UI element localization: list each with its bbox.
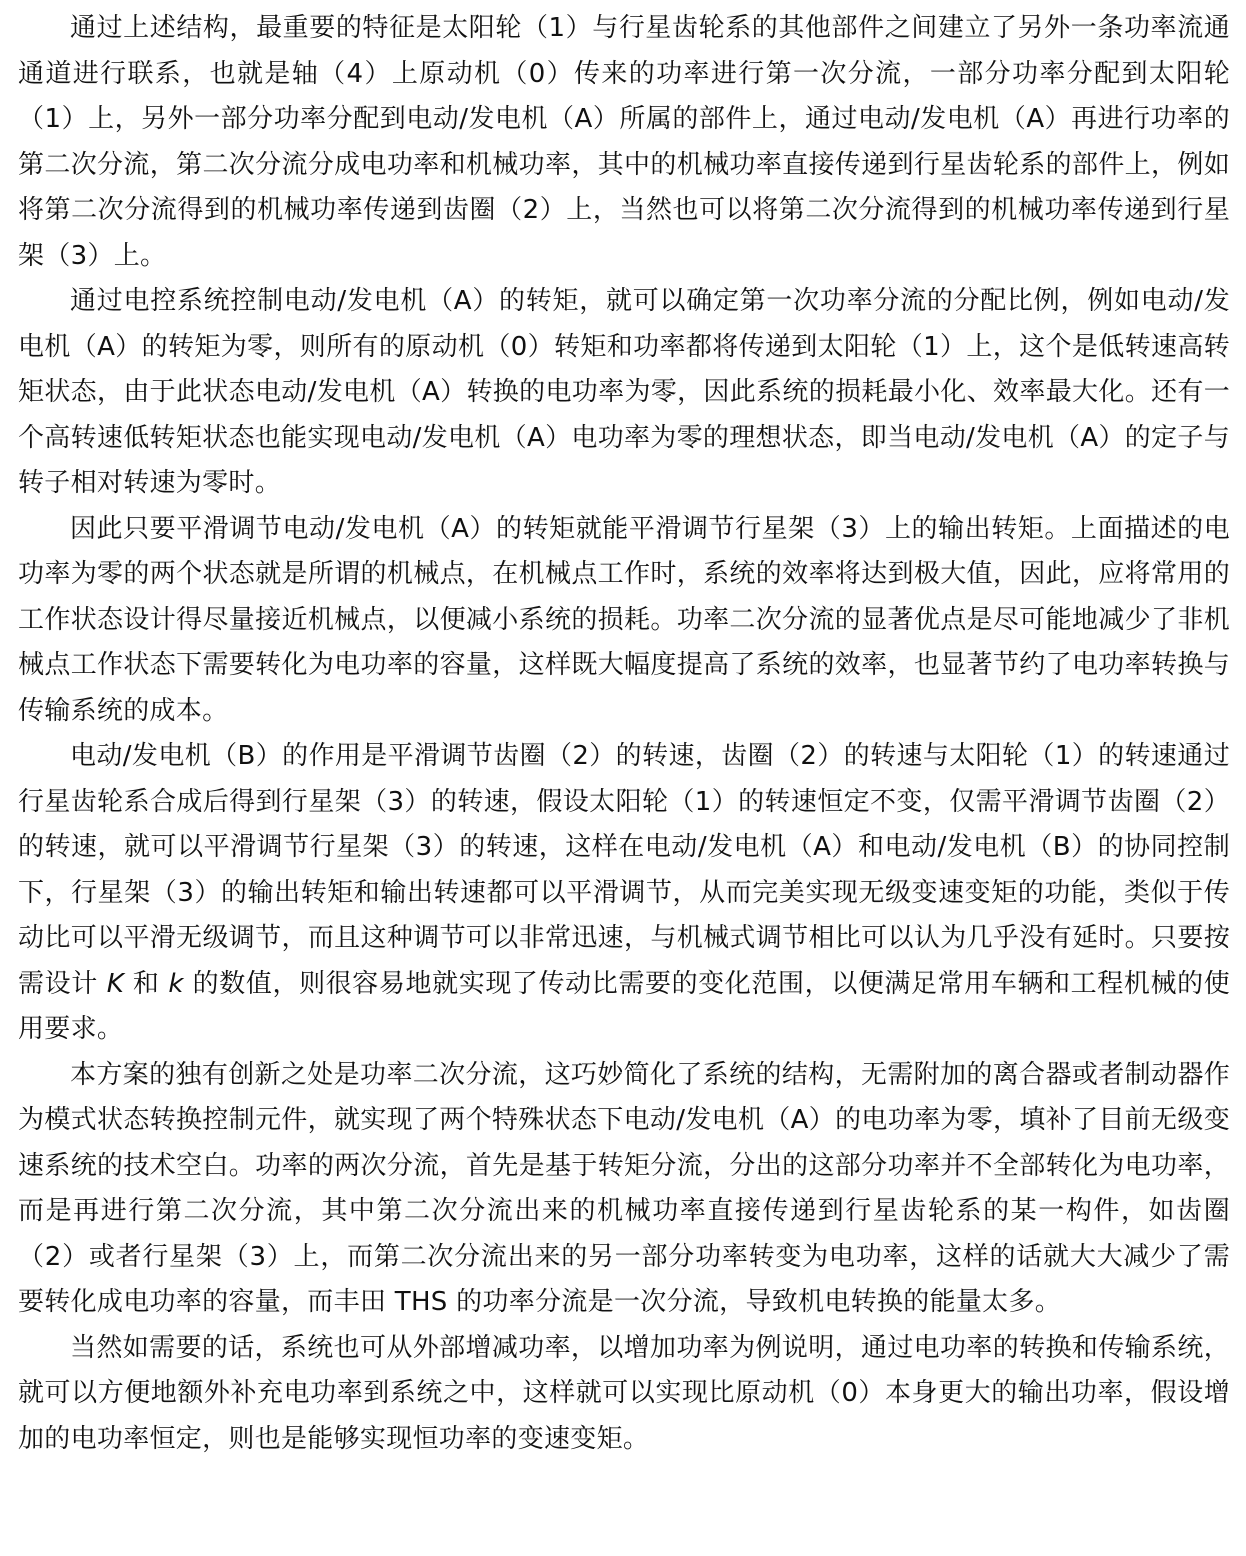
- paragraph-text-segment: 的数值，则很容易地就实现了传动比需要的变化范围，以便满足常用车辆和工程机械的使用要求。: [18, 968, 1231, 1044]
- paragraph-torque-control: 通过电控系统控制电动/发电机（A）的转矩，就可以确定第一次功率分流的分配比例，例如电动/发电机（A）的转矩为零，则所有的原动机（0）转矩和功率都将传递到太阳轮（1）上，这个是低转速高转矩状态，由于此状态电动/发电机（A）转换的电功率为零，因此系统的损耗最小化、效率最大化。还有一个高转速低转矩状态也能实现电动/发电机（A）电功率为零的理想状态，即当电动/发电机（A）的定子与转子相对转速为零时。: [18, 286, 1230, 498]
- paragraph-text-segment: 电动/发电机（B）的作用是平滑调节齿圈（2）的转速，齿圈（2）的转速与太阳轮（1）的转速通过行星齿轮系合成后得到行星架（3）的转速，假设太阳轮（1）的转速恒定不变，仅需平滑调节齿圈（2）的转速，就可以平滑调节行星架（3）的转速，这样在电动/发电机（A）和电动/发电机（B）的协同控制下，行星架（3）的输出转矩和输出转速都可以平滑调节，从而完美实现无级变速变矩的功能，类似于传动比可以平滑无级调节，而且这种调节可以非常迅速，与机械式调节相比可以认为几乎没有延时。只要按需设计: [18, 741, 1230, 999]
- paragraph-power-flow-structure: 通过上述结构，最重要的特征是太阳轮（1）与行星齿轮系的其他部件之间建立了另外一条功率流通通道进行联系，也就是轴（4）上原动机（0）传来的功率进行第一次分流，一部分功率分配到太阳轮（1）上，另外一部分功率分配到电动/发电机（A）所属的部件上，通过电动/发电机（A）再进行功率的第二次分流，第二次分流分成电功率和机械功率，其中的机械功率直接传递到行星齿轮系的部件上，例如将第二次分流得到的机械功率传递到齿圈（2）上，当然也可以将第二次分流得到的机械功率传递到行星架（3）上。: [18, 13, 1230, 271]
- variable-k: k: [168, 968, 184, 999]
- paragraph-motor-b-speed: [18, 734, 1230, 1053]
- variable-K: K: [106, 968, 125, 999]
- paragraph-innovation: 本方案的独有创新之处是功率二次分流，这巧妙简化了系统的结构，无需附加的离合器或者制动器作为模式状态转换控制元件，就实现了两个特殊状态下电动/发电机（A）的电功率为零，填补了目前无级变速系统的技术空白。功率的两次分流，首先是基于转矩分流，分出的这部分功率并不全部转化为电功率，而是再进行第二次分流，其中第二次分流出来的机械功率直接传递到行星齿轮系的某一构件，如齿圈（2）或者行星架（3）上，而第二次分流出来的另一部分功率转变为电功率，这样的话就大大减少了需要转化成电功率的容量，而丰田 THS 的功率分流是一次分流，导致机电转换的能量太多。: [18, 1059, 1230, 1317]
- paragraph-mechanical-point: 因此只要平滑调节电动/发电机（A）的转矩就能平滑调节行星架（3）上的输出转矩。上面描述的电功率为零的两个状态就是所谓的机械点，在机械点工作时，系统的效率将达到极大值，因此，应将常用的工作状态设计得尽量接近机械点，以便减小系统的损耗。功率二次分流的显著优点是尽可能地减少了非机械点工作状态下需要转化为电功率的容量，这样既大幅度提高了系统的效率，也显著节约了电功率转换与传输系统的成本。: [18, 513, 1230, 726]
- paragraph-text-segment: 和: [124, 968, 169, 999]
- document-page: [18, 6, 1230, 1462]
- paragraph-external-power: 当然如需要的话，系统也可从外部增减功率，以增加功率为例说明，通过电功率的转换和传输系统，就可以方便地额外补充电功率到系统之中，这样就可以实现比原动机（0）本身更大的输出功率，假设增加的电功率恒定，则也是能够实现恒功率的变速变矩。: [18, 1332, 1230, 1454]
